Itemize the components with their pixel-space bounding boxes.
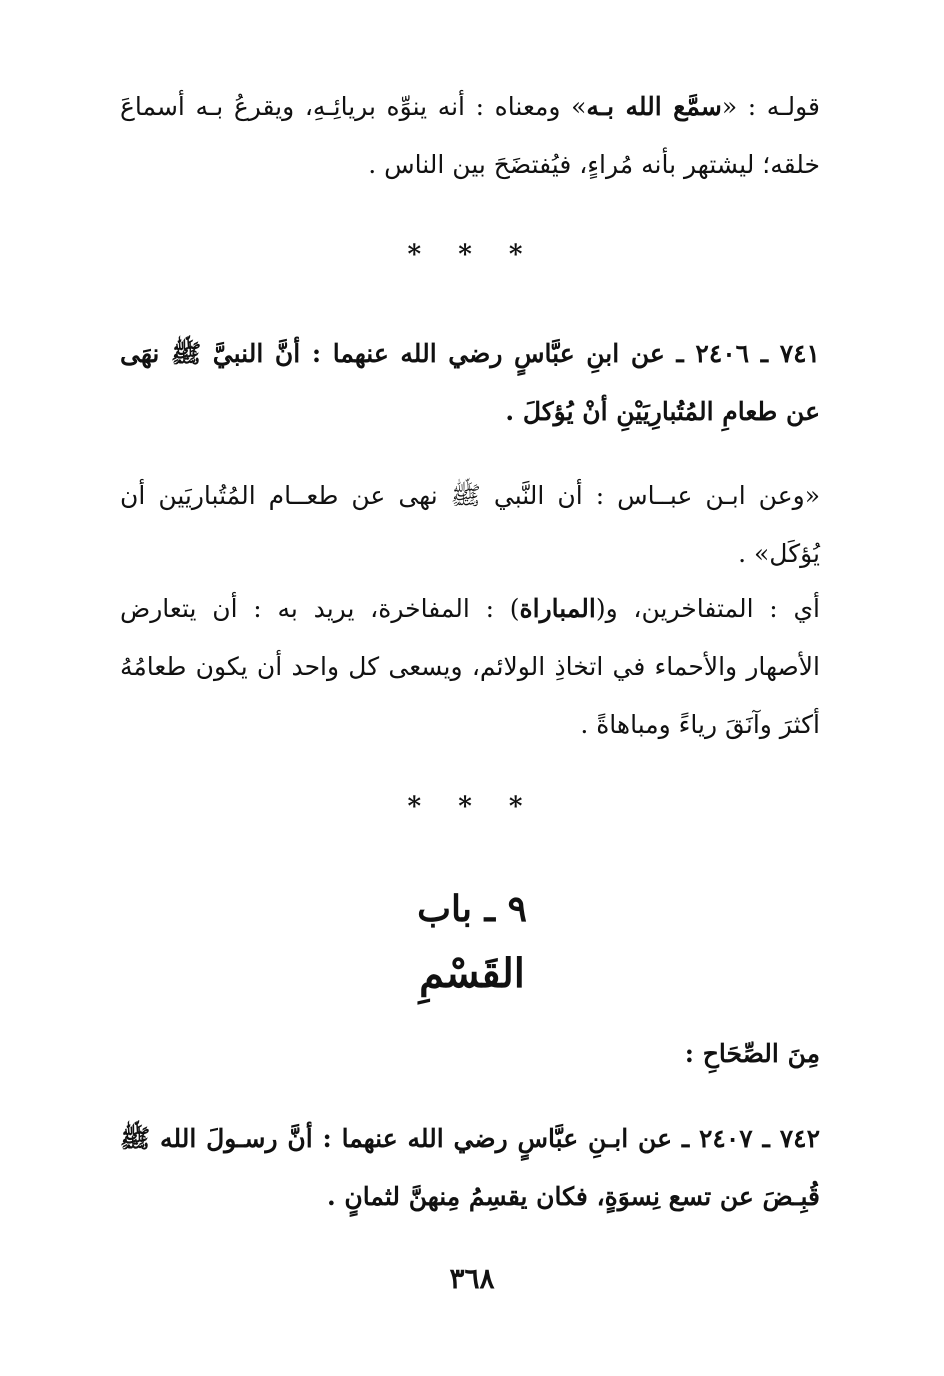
paragraph-intro <box>120 78 820 194</box>
section-label: مِنَ الصِّحَاحِ : <box>684 1039 820 1068</box>
separator-stars-1: * * * <box>407 240 537 270</box>
paragraph-intro-lead: قولـه : « <box>721 92 820 121</box>
commentary-paragraph <box>120 580 820 754</box>
paragraph-intro-quote: سمَّع الله بـه <box>586 92 722 121</box>
commentary-rest: ) : المفاخرة، يريد به : أن يتعارض الأصهار والأحماء في اتخاذِ الولائم، ويسعى كل واحد أن يكون طعامُهُ أكثرَ وآنَقَ رياءً ومباهاةً . <box>120 594 820 739</box>
hadith-741: ٧٤١ ـ ٢٤٠٦ ـ عن ابنِ عبَّاسٍ رضي الله عنهما : أنَّ النبيَّ ﷺ نهَى عن طعامِ المُتُبارِيَيْنِ أنْ يُؤكلَ . <box>120 339 820 426</box>
commentary-term: المباراة <box>519 594 596 623</box>
hadith-741-quote: «وعن ابـن عبــاس : أن النَّبي ﷺ نهى عن طعــام المُتُباريَين أن يُؤكَل» . <box>120 481 820 568</box>
hadith-742: ٧٤٢ ـ ٢٤٠٧ ـ عن ابـنِ عبَّاسٍ رضي الله عنهما : أنَّ رسـولَ الله ﷺ قُبِـضَ عن تسع نِسوَةٍ، فكان يقسِمُ مِنهنَّ لثمانٍ . <box>120 1124 821 1211</box>
chapter-name: القَسْمِ <box>419 950 525 997</box>
commentary-lead: أي : المتفاخرين، و( <box>595 594 820 623</box>
separator-stars-2: * * * <box>407 792 537 822</box>
page-number: ٣٦٨ <box>449 1262 495 1295</box>
paragraph-intro-rest: » ومعناه : أنه ينوِّه بريائِـهِ، ويقرعُ بـه أسماعَ خلقه؛ ليشتهر بأنه مُراءٍ، فيُفتضَحَ بين الناس . <box>120 92 820 179</box>
chapter-number-title: ٩ ـ باب <box>417 888 527 930</box>
